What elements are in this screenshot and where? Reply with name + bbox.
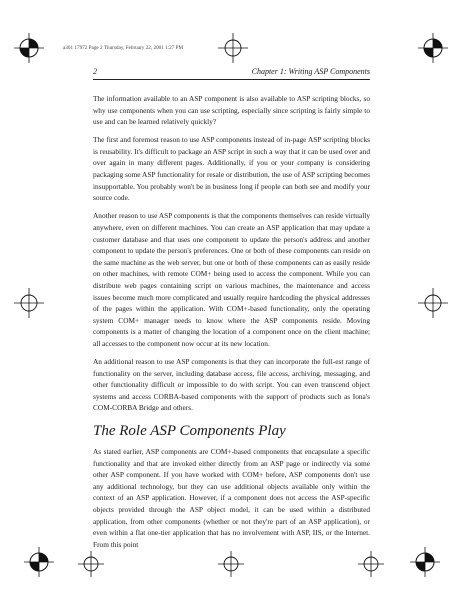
page-number: 2 — [93, 67, 97, 76]
crop-mark-top-right — [418, 33, 448, 63]
header-rule — [93, 79, 370, 80]
crop-mark-top-left — [14, 33, 44, 63]
section-heading: The Role ASP Components Play — [93, 422, 286, 439]
paragraph: The first and foremost reason to use ASP components instead of in-page ASP scripting blocks is reusability. It's difficult to package an ASP script in such a way that it can be used over and over again in many different pages. Additionally, if you or your company is considering packaging some ASP functionality for resale or distribution, the use of ASP scripting becomes insupportable. You probably won't be in business long if people can both see and modify your source code. — [93, 135, 370, 203]
crop-mark-left-middle — [14, 288, 44, 318]
paragraph: An additional reason to use ASP components is that they can incorporate the full-est range of functionality on the server, including database access, file access, archiving, messaging, and other functionality difficult or impossible to do with script. You can even transcend object systems and access CORBA-based components with the support of products such as Iona's COM-CORBA Bridge and others. — [93, 356, 370, 413]
paragraph: The information available to an ASP component is also available to ASP scripting blocks, so why use components when you can use scripting, especially since scripting is fairly simple to use and can be learned relatively quickly? — [93, 94, 370, 127]
body-text — [93, 93, 370, 557]
crop-mark-bottom-left — [24, 547, 54, 577]
paragraph: As stated earlier, ASP components are COM+-based components that encapsulate a specific functionality and that are invoked either directly from an ASP page or indirectly via some other ASP component. If you have worked with COM+ before, ASP components don't use any additional technology, but they can use additional objects available only within the context of an ASP application. However, if a component does not access the ASP-specific objects provided through the ASP object model, it can be used within a distributed application, from other components (whether or not they're part of an ASP application), or even within a flat one-tier application that has no involvement with ASP, IIS, or the Internet. From this point — [93, 446, 370, 549]
running-head — [93, 67, 370, 79]
printer-slug: a301 17972 Page 2 Thursday, February 22, 2001 1:27 PM — [63, 45, 184, 51]
chapter-title: Chapter 1: Writing ASP Components — [251, 67, 370, 76]
paragraph: Another reason to use ASP components is that the components themselves can reside virtually anywhere, even on different machines. You can create an ASP application that may update a customer database and that uses one component to update the person's address and another component to update the person's preferences. One or both of these components can reside on the same machine as the web server, but one or both of these components can as easily reside on other machines, with remote COM+ being used to access the component. While you can distribute web pages containing script on various machines, the maintenance and access issues become much more complicated and usually require hardcoding the physical addresses of the pages within the application. With COM+-based functionality, only the operating system COM+ manager needs to know where the ASP components reside. Moving components is a matter of changing the location of a component once on the client machine; all accesses to the component now occur at its new location. — [93, 211, 370, 348]
crop-mark-bottom-right — [410, 547, 440, 577]
crop-mark-right-middle — [418, 288, 448, 318]
crop-mark-top-center — [218, 33, 248, 63]
